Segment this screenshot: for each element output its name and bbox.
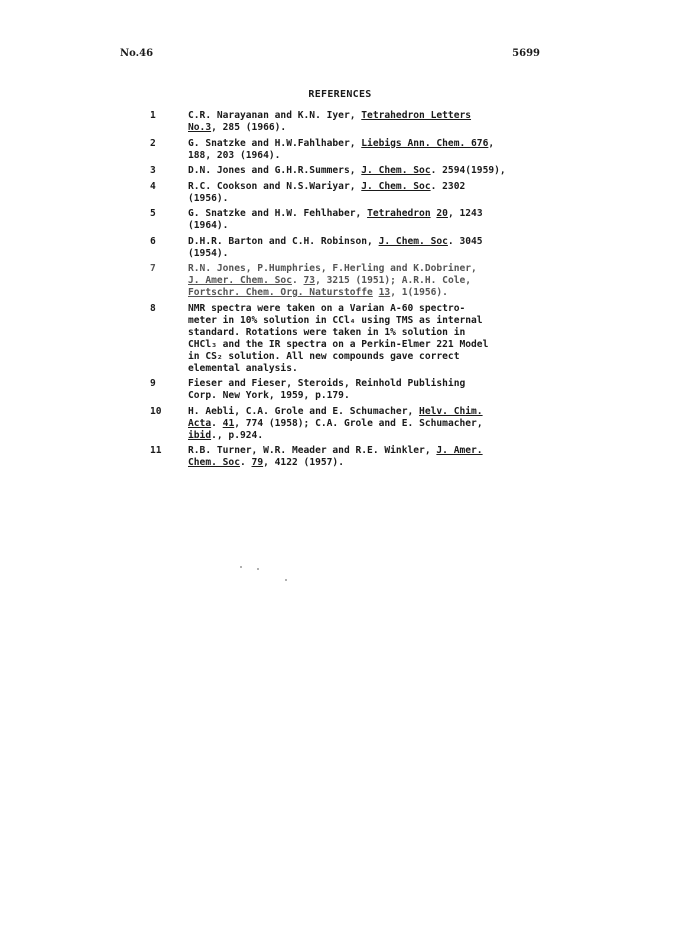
citation-source: ibid bbox=[188, 429, 212, 441]
reference-text: R.C. Cookson and N.S.Wariyar, bbox=[188, 180, 362, 192]
reference-list bbox=[150, 110, 530, 473]
reference-text: , 1(1956). bbox=[390, 287, 448, 298]
reference-item bbox=[150, 303, 530, 375]
reference-text: H. Aebli, C.A. Grole and E. Schumacher, bbox=[188, 405, 420, 417]
reference-item bbox=[150, 181, 530, 205]
citation-source: Acta bbox=[188, 417, 212, 429]
citation-source: Liebigs Ann. Chem. 676 bbox=[361, 137, 489, 149]
reference-line bbox=[188, 248, 530, 260]
reference-number: 11 bbox=[150, 445, 162, 456]
reference-text: . bbox=[211, 417, 223, 429]
reference-line bbox=[188, 351, 530, 363]
citation-source: Chem. Soc bbox=[188, 457, 240, 468]
reference-line bbox=[188, 236, 530, 248]
citation-source: Tetrahedron bbox=[367, 208, 431, 219]
citation-source: Helv. Chim. bbox=[419, 405, 483, 417]
reference-line bbox=[188, 110, 530, 122]
reference-item bbox=[150, 445, 530, 469]
reference-line bbox=[188, 181, 530, 193]
reference-text: G. Snatzke and H.W. Fehlhaber, bbox=[188, 208, 368, 219]
reference-line bbox=[188, 445, 530, 457]
citation-source: 20 bbox=[436, 208, 448, 219]
reference-line bbox=[188, 390, 530, 402]
scan-speck bbox=[240, 566, 242, 568]
citation-source: 79 bbox=[251, 457, 264, 468]
reference-line bbox=[188, 457, 530, 469]
reference-line bbox=[188, 327, 530, 339]
reference-line bbox=[188, 430, 530, 442]
reference-text: G. Snatzke and H.W.Fahlhaber, bbox=[188, 137, 362, 149]
reference-number: 6 bbox=[150, 235, 156, 247]
reference-text: Fieser and Fieser, Steroids, Reinhold Publishing bbox=[188, 378, 466, 389]
citation-source: J. Chem. Soc bbox=[361, 165, 431, 176]
reference-line bbox=[188, 208, 530, 220]
reference-item bbox=[150, 263, 530, 299]
scan-speck bbox=[285, 579, 287, 581]
reference-text: 188, 203 (1964). bbox=[188, 149, 281, 161]
reference-text: standard. Rotations were taken in 1% solution in bbox=[188, 326, 466, 338]
reference-line bbox=[188, 287, 530, 299]
citation-source: 41 bbox=[222, 417, 235, 429]
reference-number: 9 bbox=[150, 378, 156, 389]
citation-source: 13 bbox=[378, 287, 391, 298]
citation-source: 73 bbox=[303, 275, 316, 286]
reference-item bbox=[150, 110, 530, 134]
reference-text: , 1243 bbox=[447, 208, 483, 219]
reference-text: . 3045 bbox=[447, 235, 483, 247]
journal-issue: No.46 bbox=[120, 48, 154, 59]
reference-text: R.N. Jones, P.Humphries, F.Herling and K.Dobriner, bbox=[188, 263, 477, 274]
page-number: 5699 bbox=[512, 48, 540, 59]
reference-line bbox=[188, 263, 530, 275]
reference-text: . bbox=[239, 457, 252, 468]
reference-text: meter in 10% solution in CCl₄ using TMS as internal bbox=[188, 314, 483, 326]
scan-speck bbox=[257, 568, 259, 570]
reference-text: C.R. Narayanan and K.N. Iyer, bbox=[188, 110, 362, 121]
reference-text: CHCl₃ and the IR spectra on a Perkin-Elmer 221 Model bbox=[188, 338, 489, 350]
reference-line bbox=[188, 150, 530, 162]
reference-text: ., p.924. bbox=[211, 429, 264, 441]
reference-line bbox=[188, 339, 530, 351]
reference-line bbox=[188, 363, 530, 375]
reference-item bbox=[150, 378, 530, 402]
reference-text: D.N. Jones and G.H.R.Summers, bbox=[188, 165, 362, 176]
reference-text: elemental analysis. bbox=[188, 362, 298, 374]
reference-text: D.H.R. Barton and C.H. Robinson, bbox=[188, 235, 379, 247]
reference-line bbox=[188, 122, 530, 134]
reference-item bbox=[150, 208, 530, 232]
reference-text: (1954). bbox=[188, 247, 229, 259]
reference-number: 4 bbox=[150, 180, 156, 192]
reference-item bbox=[150, 406, 530, 442]
reference-text: , 774 (1958); C.A. Grole and E. Schumacher, bbox=[234, 417, 483, 429]
citation-source: Fortschr. Chem. Org. Naturstoffe bbox=[188, 287, 373, 298]
reference-line bbox=[188, 165, 530, 177]
reference-line bbox=[188, 303, 530, 315]
reference-text: , 3215 (1951); A.R.H. Cole, bbox=[315, 275, 472, 286]
reference-text: . 2302 bbox=[430, 180, 466, 192]
reference-text: . bbox=[291, 275, 304, 286]
reference-text: , bbox=[488, 137, 495, 149]
reference-line bbox=[188, 193, 530, 205]
reference-line bbox=[188, 418, 530, 430]
citation-source: J. Chem. Soc bbox=[361, 180, 431, 192]
reference-text: NMR spectra were taken on a Varian A-60 spectro- bbox=[188, 302, 466, 314]
reference-number: 10 bbox=[150, 405, 162, 417]
reference-item bbox=[150, 138, 530, 162]
reference-item bbox=[150, 165, 530, 177]
reference-number: 3 bbox=[150, 165, 156, 176]
citation-source: No.3 bbox=[188, 122, 212, 133]
reference-line bbox=[188, 406, 530, 418]
citation-source: Tetrahedron Letters bbox=[361, 110, 472, 121]
reference-line bbox=[188, 275, 530, 287]
reference-text: in CS₂ solution. All new compounds gave correct bbox=[188, 350, 460, 362]
reference-text: . 2594(1959), bbox=[430, 165, 506, 176]
reference-text: (1964). bbox=[188, 220, 229, 231]
citation-source: J. Amer. Chem. Soc bbox=[188, 275, 292, 286]
reference-line bbox=[188, 138, 530, 150]
reference-line bbox=[188, 220, 530, 232]
reference-line bbox=[188, 315, 530, 327]
reference-item bbox=[150, 236, 530, 260]
reference-text: , 285 (1966). bbox=[211, 122, 287, 133]
citation-source: J. Chem. Soc bbox=[378, 235, 448, 247]
reference-text: R.B. Turner, W.R. Meader and R.E. Winkler, bbox=[188, 445, 437, 456]
reference-line bbox=[188, 378, 530, 390]
section-title: REFERENCES bbox=[308, 89, 372, 100]
reference-number: 5 bbox=[150, 208, 156, 219]
citation-source: J. Amer. bbox=[436, 445, 483, 456]
reference-number: 7 bbox=[150, 263, 156, 274]
reference-number: 8 bbox=[150, 302, 156, 314]
reference-text: (1956). bbox=[188, 192, 229, 204]
reference-number: 2 bbox=[150, 137, 156, 149]
reference-text: Corp. New York, 1959, p.179. bbox=[188, 390, 350, 401]
reference-text: , 4122 (1957). bbox=[263, 457, 344, 468]
page-header bbox=[120, 48, 540, 62]
reference-number: 1 bbox=[150, 110, 156, 121]
